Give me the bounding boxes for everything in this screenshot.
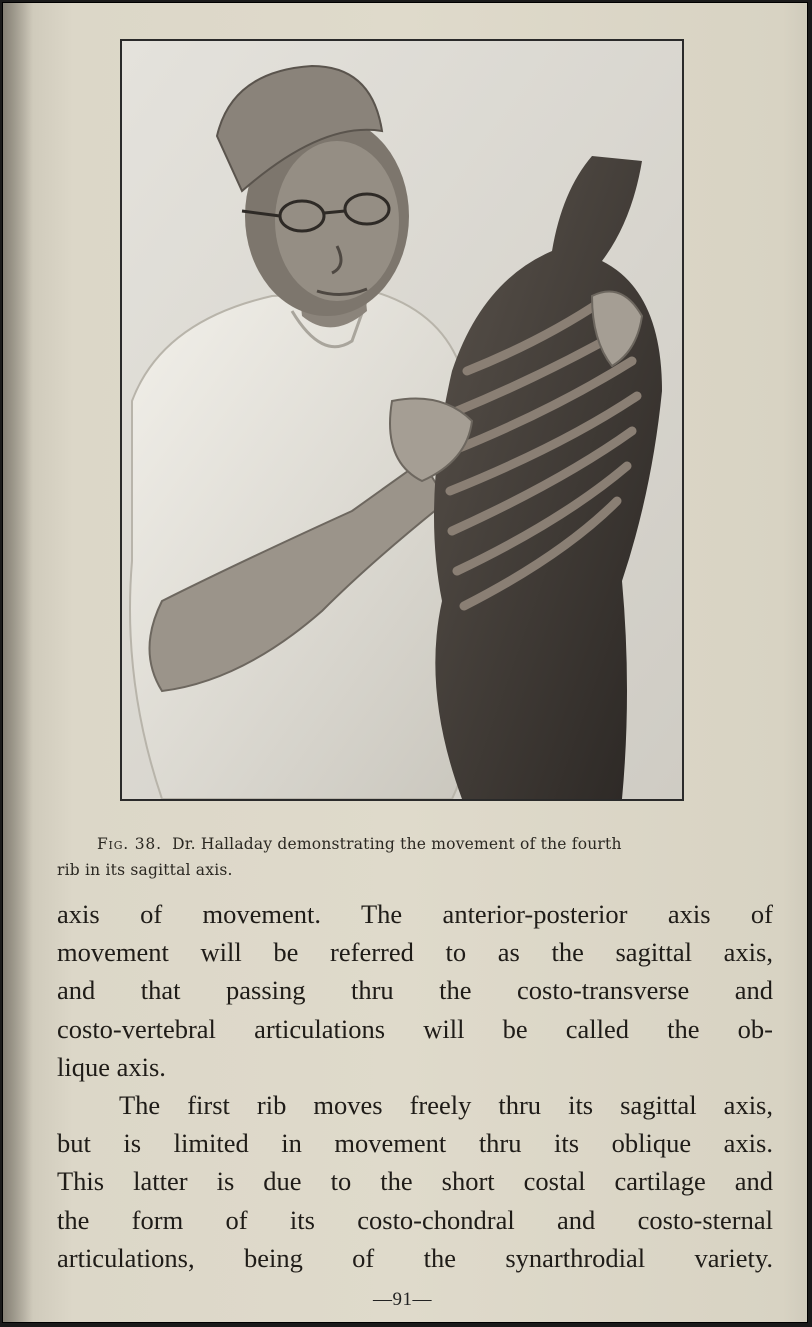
body-text — [57, 895, 773, 1277]
body-line: This latter is due to the short costal cartilage and — [57, 1166, 773, 1197]
figure-caption — [57, 831, 777, 883]
photo-demonstrator-with-ribcage-icon — [122, 41, 682, 799]
body-line: The first rib moves freely thru its sagittal axis, — [119, 1090, 773, 1121]
book-page — [2, 2, 808, 1323]
body-line: axis of movement. The anterior-posterior axis of — [57, 899, 773, 929]
caption-line-1: Dr. Halladay demonstrating the movement of the fourth — [172, 835, 622, 853]
page-number: —91— — [373, 1289, 432, 1310]
figure-label: Fig. 38. — [97, 835, 162, 853]
body-line: and that passing thru the costo-transverse and — [57, 975, 773, 1006]
body-line: the form of its costo-chondral and costo-sternal — [57, 1204, 773, 1235]
caption-line-2: rib in its sagittal axis. — [57, 861, 233, 879]
body-line: costo-vertebral articulations will be called the ob- — [57, 1013, 773, 1044]
body-line: lique axis. — [57, 1051, 166, 1082]
body-line: but is limited in movement thru its oblique axis. — [57, 1128, 773, 1159]
body-line: articulations, being of the synarthrodial variety. — [57, 1242, 773, 1273]
body-line: movement will be referred to as the sagittal axis, — [57, 937, 773, 968]
spine-shadow — [3, 3, 33, 1322]
figure-photo — [120, 39, 684, 801]
